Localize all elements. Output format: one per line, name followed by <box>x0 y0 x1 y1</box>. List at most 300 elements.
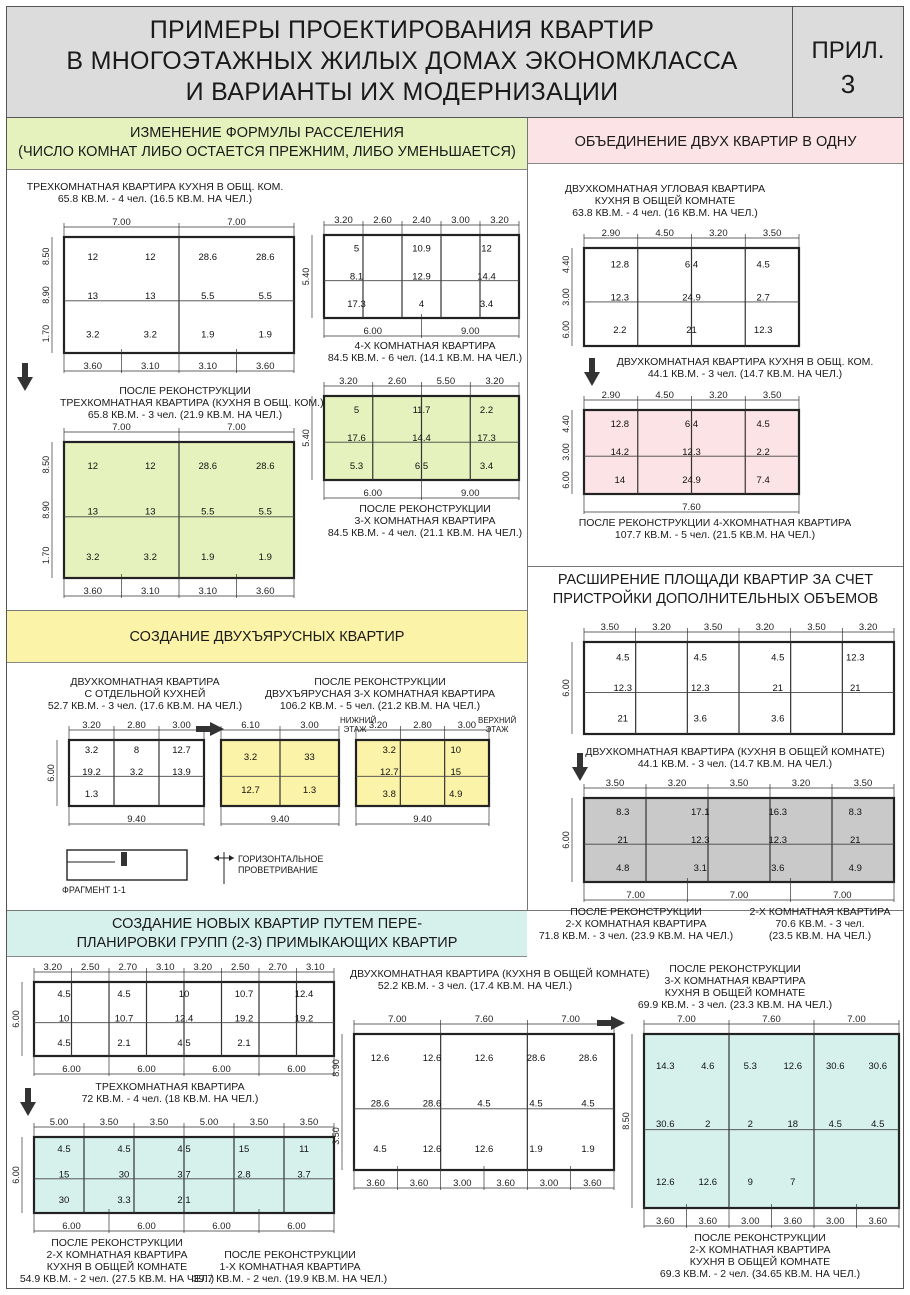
room-area-label: 5.5 <box>201 290 215 302</box>
dimension-label: 8.90 <box>41 501 51 519</box>
room-area-label: 3.1 <box>693 862 707 874</box>
dimension-label: 2.40 <box>412 215 431 226</box>
caption-line: С ОТДЕЛЬНОЙ КУХНЕЙ <box>84 688 206 700</box>
extension-title-line-2: ПРИСТРОЙКИ ДОПОЛНИТЕЛЬНЫХ ОБЪЕМОВ <box>552 591 879 607</box>
dimension-label: 6.00 <box>212 1221 231 1232</box>
dimension-label: 3.60 <box>83 586 102 597</box>
dimension-label: 3.20 <box>193 962 212 973</box>
room-area-label: 10.7 <box>234 988 254 1000</box>
room-area-label: 3.2 <box>382 745 396 757</box>
dimension-label: 6.00 <box>561 679 571 697</box>
room-area-label: 2.1 <box>237 1038 251 1050</box>
room-area-label: 1.9 <box>581 1143 595 1155</box>
dimension-label: 3.50 <box>762 228 782 239</box>
f1-drawing <box>40 215 300 375</box>
appendix-label: ПРИЛ. <box>811 37 885 64</box>
room-area-label: 10 <box>58 1013 70 1025</box>
room-area-label: 1.9 <box>201 551 215 563</box>
dimension-label: 6.00 <box>363 488 382 499</box>
dimension-label: 6.00 <box>212 1064 231 1075</box>
caption-line: КУХНЯ В ОБЩЕЙ КОМНАТЕ <box>46 1261 188 1273</box>
plan-formula-2-before <box>300 213 525 340</box>
room-area-label: 12.3 <box>768 834 787 846</box>
dimension-label: 6.00 <box>137 1064 156 1075</box>
caption-line: (23.5 КВ.М. НА ЧЕЛ.) <box>768 930 872 942</box>
r1-drawing <box>10 960 340 1078</box>
caption-line: 44.1 КВ.М. - 3 чел. (14.7 КВ.М. НА ЧЕЛ.) <box>637 758 833 770</box>
m1-drawing <box>560 226 805 354</box>
replan-caption-2 <box>350 968 650 992</box>
dimension-label: 2.50 <box>81 962 100 973</box>
room-area-label: 4.5 <box>581 1098 595 1110</box>
room-area-label: 5 <box>353 404 360 416</box>
room-area-label: 2.2 <box>613 324 627 336</box>
appendix-box <box>792 7 903 117</box>
room-area-label: 13 <box>87 506 99 518</box>
dimension-label: 3.20 <box>709 390 728 401</box>
room-area-label: 13 <box>144 290 156 302</box>
duplex-after <box>260 676 500 712</box>
room-area-label: 10 <box>178 988 190 1000</box>
room-area-label: 30.6 <box>656 1118 675 1130</box>
room-area-label: 11 <box>299 1144 309 1156</box>
room-area-label: 12.7 <box>241 784 260 796</box>
dimension-label: 2.80 <box>413 720 432 731</box>
duplex-caption-1 <box>45 676 245 712</box>
caption-line: 52.2 КВ.М. - 3 чел. (17.4 КВ.М. НА ЧЕЛ.) <box>377 980 573 992</box>
room-area-label: 12.3 <box>691 834 710 846</box>
dimension-label: 3.60 <box>583 1178 602 1189</box>
dimension-label: 2.50 <box>231 962 250 973</box>
arrow-down-icon <box>17 363 33 391</box>
caption-line: 69.9 КВ.М. - 3 чел. (23.3 КВ.М. НА ЧЕЛ.) <box>637 999 833 1011</box>
appendix-number: 3 <box>840 69 856 99</box>
dimension-label: 3.10 <box>198 361 217 372</box>
room-area-label: 11.7 <box>412 404 431 416</box>
room-area-label: 15 <box>450 767 462 779</box>
room-area-label: 4.5 <box>771 652 785 664</box>
dimension-label: 7.00 <box>227 422 246 433</box>
caption-line: ПОСЛЕ РЕКОНСТРУКЦИИ <box>570 906 702 918</box>
dimension-label: 3.20 <box>485 376 504 387</box>
room-area-label: 17.1 <box>691 806 710 818</box>
dimension-label: 8.50 <box>41 455 51 474</box>
room-area-label: 4.8 <box>616 862 630 874</box>
room-area-label: 6.5 <box>414 460 429 472</box>
room-area-label: 28.6 <box>526 1053 546 1065</box>
room-area-label: 21 <box>772 683 784 695</box>
fragment-svg <box>55 826 195 884</box>
dimension-label: 5.40 <box>301 267 311 286</box>
caption-line: НИЖНИЙ <box>340 716 377 725</box>
room-area-label: 21 <box>617 713 629 725</box>
caption-line: 72 КВ.М. - 4 чел. (18 КВ.М. НА ЧЕЛ.) <box>81 1093 259 1105</box>
dimension-label: 2.60 <box>387 376 407 387</box>
dimension-label: 3.10 <box>141 586 160 597</box>
extension-section-title <box>528 567 903 613</box>
room-area-label: 5 <box>353 243 360 255</box>
dimension-label: 3.10 <box>306 962 325 973</box>
caption-line: ТРЕХКОМНАТНАЯ КВАРТИРА КУХНЯ В ОБЩ. КОМ. <box>26 181 284 193</box>
room-area-label: 5.3 <box>743 1060 757 1072</box>
dimension-label: 3.60 <box>783 1216 802 1227</box>
room-area-label: 12.7 <box>380 767 399 779</box>
caption-line: ТРЕХКОМНАТНАЯ КВАРТИРА (КУХНЯ В ОБЩ. КОМ.) <box>60 397 324 409</box>
dimension-label: 7.60 <box>762 1014 781 1025</box>
dimension-label: 3.00 <box>172 720 191 731</box>
dimension-label: 2.70 <box>118 962 137 973</box>
room-area-label: 28.6 <box>422 1098 442 1110</box>
dimension-label: 8.50 <box>621 1112 631 1130</box>
room-area-label: 6.4 <box>684 418 699 430</box>
dimension-label: 5.00 <box>199 1117 219 1128</box>
dimension-label: 6.00 <box>11 1010 21 1028</box>
replan-title-line-1: СОЗДАНИЕ НОВЫХ КВАРТИР ПУТЕМ ПЕРЕ- <box>111 916 423 932</box>
formula-title-line-2: (ЧИСЛО КОМНАТ ЛИБО ОСТАЕТСЯ ПРЕЖНИМ, ЛИБО УМЕНЬШАЕТСЯ) <box>18 144 516 160</box>
room-area-label: 4.5 <box>57 1144 71 1156</box>
dimension-label: 3.20 <box>43 962 62 973</box>
room-area-label: 14.4 <box>477 271 496 283</box>
caption-line: ВЕРХНИЙ <box>478 716 517 725</box>
room-area-label: 4.5 <box>871 1118 885 1130</box>
dimension-label: 2.90 <box>601 228 621 239</box>
caption-line: 44.1 КВ.М. - 3 чел. (14.7 КВ.М. НА ЧЕЛ.) <box>647 368 843 380</box>
formula-section-title <box>7 118 527 170</box>
room-area-label: 12.3 <box>610 292 630 304</box>
room-area-label: 4.5 <box>57 988 71 1000</box>
room-area-label: 12.6 <box>370 1053 390 1065</box>
room-area-label: 18 <box>787 1118 799 1130</box>
dimension-label: 3.60 <box>256 361 275 372</box>
room-area-label: 16.3 <box>768 806 787 818</box>
caption-line: КУХНЯ В ОБЩЕЙ КОМНАТЕ <box>689 1256 831 1268</box>
dimension-label: 3.20 <box>755 622 775 633</box>
room-area-label: 4.5 <box>477 1098 491 1110</box>
room-area-label: 33 <box>304 751 315 763</box>
d1-drawing <box>45 718 210 828</box>
caption-line: 52.7 КВ.М. - 3 чел. (17.6 КВ.М. НА ЧЕЛ.) <box>47 700 243 712</box>
room-area-label: 13 <box>144 506 156 518</box>
dimension-label: 3.20 <box>667 778 687 789</box>
room-area-label: 28.6 <box>370 1098 390 1110</box>
room-area-label: 30.6 <box>868 1060 887 1072</box>
room-area-label: 21 <box>617 834 629 846</box>
room-area-label: 3.7 <box>177 1169 191 1181</box>
dimension-label: 6.00 <box>62 1064 81 1075</box>
room-area-label: 12.9 <box>412 271 431 283</box>
dimension-label: 7.00 <box>729 890 749 901</box>
caption-line: КУХНЯ В ОБЩЕЙ КОМНАТЕ <box>594 195 736 207</box>
e2-drawing <box>560 776 900 904</box>
room-area-label: 8 <box>133 745 140 757</box>
dimension-label: 5.40 <box>301 429 311 447</box>
d3-drawing <box>350 718 495 828</box>
caption-line: 2-Х КОМНАТНАЯ КВАРТИРА <box>689 1244 831 1256</box>
room-area-label: 12.6 <box>698 1176 717 1188</box>
room-area-label: 4.5 <box>828 1118 842 1130</box>
dimension-label: 3.00 <box>826 1216 845 1227</box>
caption-line: ПРОВЕТРИВАНИЕ <box>238 865 318 875</box>
room-area-label: 4.5 <box>57 1038 71 1050</box>
caption-line: 84.5 КВ.М. - 6 чел. (14.1 КВ.М. НА ЧЕЛ.) <box>327 352 523 364</box>
room-area-label: 4.5 <box>529 1098 543 1110</box>
caption-line: ГОРИЗОНТАЛЬНОЕ <box>238 854 324 864</box>
room-area-label: 28.6 <box>578 1053 598 1065</box>
duplex-title-text: СОЗДАНИЕ ДВУХЪЯРУСНЫХ КВАРТИР <box>129 629 405 645</box>
dimension-label: 7.00 <box>227 217 246 228</box>
dimension-label: 3.20 <box>652 622 671 633</box>
caption-line: 65.8 КВ.М. - 4 чел. (16.5 КВ.М. НА ЧЕЛ.) <box>57 193 253 205</box>
extension-after-left <box>536 906 736 942</box>
caption-line: ТРЕХКОМНАТНАЯ КВАРТИРА <box>95 1081 245 1093</box>
dimension-label: 3.00 <box>451 215 470 226</box>
caption-line: 106.2 КВ.М. - 5 чел. (21.2 КВ.М. НА ЧЕЛ.) <box>279 700 481 712</box>
duplex-fragment-label: ФРАГМЕНТ 1-1 <box>62 885 126 895</box>
formula-title-line-1: ИЗМЕНЕНИЕ ФОРМУЛЫ РАССЕЛЕНИЯ <box>130 125 404 141</box>
room-area-label: 4.6 <box>701 1060 715 1072</box>
room-area-label: 4.9 <box>449 789 463 801</box>
dimension-label: 3.00 <box>561 443 571 461</box>
plan-extension-before <box>560 620 900 742</box>
caption-line: 2-Х КОМНАТНАЯ КВАРТИРА <box>46 1249 188 1261</box>
room-area-label: 5.3 <box>349 460 364 472</box>
r4-drawing <box>620 1012 905 1230</box>
room-area-label: 24.9 <box>682 292 701 304</box>
room-area-label: 10.9 <box>412 243 431 255</box>
arrow-right-icon <box>196 722 224 736</box>
merge-caption-2 <box>600 356 890 380</box>
title-line-3: И ВАРИАНТЫ ИХ МОДЕРНИЗАЦИИ <box>185 78 619 106</box>
arrow-down-icon <box>584 358 600 386</box>
plan-replan-1-before <box>10 960 340 1078</box>
room-area-label: 1.9 <box>258 551 272 563</box>
room-area-label: 28.6 <box>256 461 275 473</box>
caption-line: ПОСЛЕ РЕКОНСТРУКЦИИ <box>359 503 491 515</box>
dimension-label: 8.50 <box>41 247 51 266</box>
r2-drawing <box>10 1115 340 1235</box>
room-area-label: 8.3 <box>848 806 862 818</box>
dimension-label: 3.50 <box>853 778 873 789</box>
r3-drawing <box>330 1012 620 1192</box>
dimension-label: 4.50 <box>655 228 674 239</box>
dimension-label: 3.50 <box>99 1117 119 1128</box>
caption-line: ПОСЛЕ РЕКОНСТРУКЦИИ <box>224 1249 356 1261</box>
formula-plan2-after <box>320 503 530 539</box>
caption-line: ДВУХКОМНАТНАЯ КВАРТИРА (КУХНЯ В ОБЩЕЙ КОМНАТЕ) <box>585 746 885 758</box>
plan-formula-1-after <box>40 420 300 600</box>
plan-duplex-before <box>45 718 210 828</box>
plan-replan-2-after <box>620 1012 905 1230</box>
apartment-outline <box>356 740 489 806</box>
replan-caption-1 <box>70 1081 270 1105</box>
room-area-label: 30 <box>118 1169 130 1181</box>
formula-plan1-caption <box>20 181 290 205</box>
merge-after <box>560 517 870 541</box>
dimension-label: 3.00 <box>741 1216 760 1227</box>
dimension-label: 3.20 <box>82 720 101 731</box>
dimension-label: 6.00 <box>561 471 571 489</box>
dimension-label: 3.00 <box>453 1178 472 1189</box>
room-area-label: 12.4 <box>294 988 314 1000</box>
dimension-label: 3.60 <box>496 1178 515 1189</box>
dimension-label: 3.20 <box>368 720 388 731</box>
dimension-label: 3.50 <box>729 778 749 789</box>
room-area-label: 1.9 <box>258 329 272 341</box>
merge-section-title <box>528 118 903 164</box>
room-area-label: 2 <box>747 1118 753 1130</box>
room-area-label: 7 <box>790 1176 796 1188</box>
caption-line: 54.9 КВ.М. - 2 чел. (27.5 КВ.М. НА ЧЕЛ.) <box>19 1273 215 1285</box>
room-area-label: 28.6 <box>198 252 217 264</box>
room-area-label: 19.2 <box>82 767 101 779</box>
dimension-label: 3.00 <box>561 288 571 306</box>
caption-line: 107.7 КВ.М. - 5 чел. (21.5 КВ.М. НА ЧЕЛ.) <box>614 529 816 541</box>
room-area-label: 12.3 <box>682 446 701 458</box>
dimension-label: 3.20 <box>791 778 811 789</box>
caption-line: 2-Х КОМНАТНАЯ КВАРТИРА <box>749 906 891 918</box>
dimension-label: 3.60 <box>656 1216 675 1227</box>
room-area-label: 5.5 <box>258 290 272 302</box>
room-area-label: 14.4 <box>412 432 431 444</box>
room-area-label: 2.8 <box>237 1169 251 1181</box>
dimension-label: 9.40 <box>413 814 432 825</box>
replan-after-mid <box>190 1249 390 1285</box>
room-area-label: 14 <box>614 474 626 486</box>
dimension-label: 7.00 <box>677 1014 696 1025</box>
merge-title-text: ОБЪЕДИНЕНИЕ ДВУХ КВАРТИР В ОДНУ <box>574 134 857 150</box>
dimension-label: 7.00 <box>561 1014 580 1025</box>
caption-line: ДВУХКОМНАТНАЯ КВАРТИРА <box>70 676 220 688</box>
dimension-label: 6.00 <box>46 764 56 782</box>
dimension-label: 2.70 <box>268 962 287 973</box>
room-area-label: 12.6 <box>474 1053 494 1065</box>
room-area-label: 13.9 <box>172 767 191 779</box>
apartment-outline <box>584 798 894 882</box>
dimension-label: 3.50 <box>600 622 620 633</box>
caption-line: ЭТАЖ <box>485 725 509 734</box>
duplex-ventilation-label <box>238 854 323 876</box>
extension-caption-1 <box>570 746 900 770</box>
caption-line: ПОСЛЕ РЕКОНСТРУКЦИИ <box>669 963 801 975</box>
ventilation-arrow-icon <box>212 848 236 888</box>
room-area-label: 28.6 <box>256 252 275 264</box>
dimension-label: 6.00 <box>287 1221 306 1232</box>
plan-formula-2-after <box>300 374 525 502</box>
dimension-label: 7.00 <box>626 890 645 901</box>
apartment-outline <box>644 1034 899 1208</box>
room-area-label: 21 <box>686 324 697 336</box>
room-area-label: 17.6 <box>347 432 366 444</box>
dimension-label: 7.00 <box>112 422 131 433</box>
dimension-label: 4.50 <box>655 390 674 401</box>
dimension-label: 2.80 <box>127 720 146 731</box>
dimension-label: 1.70 <box>41 546 51 565</box>
dimension-label: 3.50 <box>703 622 723 633</box>
caption-line: 1-Х КОМНАТНАЯ КВАРТИРА <box>219 1261 361 1273</box>
room-area-label: 5.5 <box>258 506 272 518</box>
plan-duplex-upper <box>350 718 495 828</box>
room-area-label: 24.9 <box>682 474 701 486</box>
dimension-label: 6.00 <box>561 320 571 339</box>
plan-merge-before <box>560 226 805 354</box>
room-area-label: 12.3 <box>753 324 773 336</box>
dimension-label: 6.00 <box>561 831 571 849</box>
room-area-label: 30 <box>58 1194 70 1206</box>
room-area-label: 1.9 <box>201 329 215 341</box>
d2-drawing <box>215 718 345 828</box>
dimension-label: 7.00 <box>847 1014 866 1025</box>
dimension-label: 3.50 <box>762 390 782 401</box>
dimension-label: 3.60 <box>698 1216 717 1227</box>
dimension-label: 5.50 <box>436 376 456 387</box>
room-area-label: 4.5 <box>693 652 707 664</box>
dimension-label: 3.50 <box>605 778 625 789</box>
room-area-label: 12.6 <box>474 1143 494 1155</box>
title-line-2: В МНОГОЭТАЖНЫХ ЖИЛЫХ ДОМАХ ЭКОНОМКЛАССА <box>66 47 738 75</box>
room-area-label: 12.7 <box>172 745 191 757</box>
caption-line: 84.5 КВ.М. - 4 чел. (21.1 КВ.М. НА ЧЕЛ.) <box>327 527 523 539</box>
dimension-label: 4.40 <box>561 415 571 433</box>
room-area-label: 5.5 <box>201 506 215 518</box>
room-area-label: 12.6 <box>656 1176 675 1188</box>
room-area-label: 3.3 <box>117 1194 131 1206</box>
dimension-label: 2.60 <box>373 215 392 226</box>
plan-replan-1-after <box>10 1115 340 1235</box>
dimension-label: 8.90 <box>41 286 51 304</box>
dimension-label: 1.70 <box>41 324 51 343</box>
plan-duplex-lower <box>215 718 345 828</box>
room-area-label: 17.3 <box>477 432 496 444</box>
dimension-label: 9.00 <box>461 488 480 499</box>
room-area-label: 14.3 <box>656 1060 675 1072</box>
room-area-label: 3.6 <box>771 862 785 874</box>
room-area-label: 12.8 <box>610 418 630 430</box>
caption-line: ДВУХКОМНАТНАЯ КВАРТИРА (КУХНЯ В ОБЩЕЙ КОМНАТЕ) <box>350 968 650 980</box>
caption-line: 70.6 КВ.М. - 3 чел. <box>775 918 865 930</box>
room-area-label: 12 <box>87 461 99 473</box>
room-area-label: 12.6 <box>422 1143 442 1155</box>
dimension-label: 3.50 <box>149 1117 169 1128</box>
dimension-label: 3.60 <box>366 1178 385 1189</box>
room-area-label: 2.1 <box>117 1038 131 1050</box>
room-area-label: 12.6 <box>422 1053 442 1065</box>
room-area-label: 8.3 <box>616 806 630 818</box>
room-area-label: 4.5 <box>373 1143 387 1155</box>
room-area-label: 17.3 <box>347 298 366 310</box>
room-area-label: 14.2 <box>610 446 630 458</box>
caption-line: 63.8 КВ.М. - 4 чел. (16 КВ.М. НА ЧЕЛ.) <box>572 207 758 219</box>
room-area-label: 12 <box>144 252 156 264</box>
dimension-label: 7.60 <box>682 502 701 513</box>
room-area-label: 2.1 <box>177 1194 191 1206</box>
dimension-label: 3.20 <box>339 376 358 387</box>
plan-merge-after <box>560 388 805 516</box>
extension-after-right <box>740 906 900 942</box>
room-area-label: 7.4 <box>756 474 770 486</box>
room-area-label: 10.7 <box>114 1013 134 1025</box>
caption-line: ПОСЛЕ РЕКОНСТРУКЦИИ 4-ХКОМНАТНАЯ КВАРТИРА <box>578 517 852 529</box>
room-area-label: 1.3 <box>84 789 99 801</box>
room-area-label: 3.2 <box>86 329 100 341</box>
caption-line: 69.3 КВ.М. - 2 чел. (34.65 КВ.М. НА ЧЕЛ.) <box>659 1268 861 1280</box>
caption-line: 3-Х КОМНАТНАЯ КВАРТИРА <box>664 975 806 987</box>
caption-line: 71.8 КВ.М. - 3 чел. (23.9 КВ.М. НА ЧЕЛ.) <box>538 930 734 942</box>
dimension-label: 9.40 <box>270 814 290 825</box>
dimension-label: 6.00 <box>287 1064 306 1075</box>
caption-line: 39.7 КВ.М. - 2 чел. (19.9 КВ.М. НА ЧЕЛ.) <box>192 1273 388 1285</box>
dimension-label: 3.00 <box>300 720 319 731</box>
plan-formula-1-before <box>40 215 300 375</box>
